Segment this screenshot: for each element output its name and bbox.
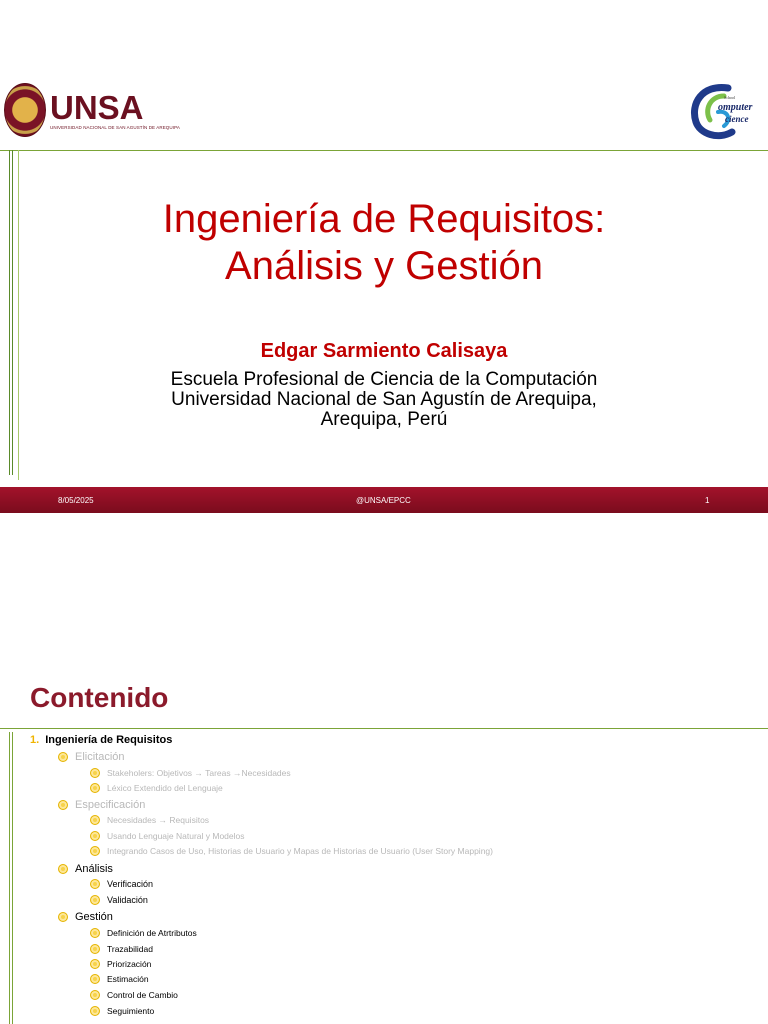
bullet-icon xyxy=(90,879,100,889)
bullet-icon xyxy=(90,974,100,984)
bullet-icon xyxy=(58,752,68,762)
affiliation xyxy=(0,370,768,430)
toc-subitem xyxy=(90,831,245,841)
toc-item xyxy=(58,911,113,923)
toc-subitem-label: Definición de Atrtributos xyxy=(107,928,197,938)
toc-subitem xyxy=(90,879,153,889)
toc-section-1 xyxy=(30,734,172,746)
toc-subitem-label: Integrando Casos de Uso, Historias de Usuario y Mapas de Historias de Usuario (User Story Mapping) xyxy=(107,846,493,856)
toc-subitem xyxy=(90,990,178,1000)
toc-item xyxy=(58,751,125,763)
toc-item xyxy=(58,799,145,811)
toc-item-label: Análisis xyxy=(75,863,113,875)
toc-subitem xyxy=(90,974,149,984)
unsa-seal-icon xyxy=(4,83,46,137)
toc-item-label: Gestión xyxy=(75,911,113,923)
toc-subitem-label: Verificación xyxy=(107,879,154,889)
toc-subitem xyxy=(90,959,151,969)
title-line-2: Análisis y Gestión xyxy=(225,244,543,288)
affiliation-line-3: Arequipa, Perú xyxy=(320,409,448,430)
bullet-icon xyxy=(90,783,100,793)
unsa-logo-subtitle: UNIVERSIDAD NACIONAL DE SAN AGUSTÍN DE AREQUIPA xyxy=(50,124,180,130)
cs-logo-line1: School xyxy=(724,95,736,100)
affiliation-line-1: Escuela Profesional de Ciencia de la Computación xyxy=(170,369,598,390)
toc-subitem-label: Usando Lenguaje Natural y Modelos xyxy=(107,831,245,841)
toc-item xyxy=(58,863,113,875)
affiliation-line-2: Universidad Nacional de San Agustín de Arequipa, xyxy=(171,389,597,410)
toc-subitem-label: Seguimiento xyxy=(107,1006,155,1016)
bullet-icon xyxy=(90,768,100,778)
toc-item-label: Especificación xyxy=(75,799,146,811)
bullet-icon xyxy=(90,815,100,825)
computer-science-logo xyxy=(688,82,754,140)
bullet-icon xyxy=(90,928,100,938)
toc-subitem-label: Léxico Extendido del Lenguaje xyxy=(107,783,223,793)
bullet-icon xyxy=(90,831,100,841)
contents-slide xyxy=(0,642,768,1024)
toc-subitem xyxy=(90,846,493,856)
contents-title: Contenido xyxy=(30,682,169,713)
footer-page-number: 1 xyxy=(705,496,710,505)
cs-logo-line2: omputer xyxy=(718,102,753,113)
bullet-icon xyxy=(58,800,68,810)
toc-subitem-label: Validación xyxy=(107,895,148,905)
bullet-icon xyxy=(90,959,100,969)
toc-subitem xyxy=(90,768,291,778)
toc-subitem-label: Priorización xyxy=(107,959,152,969)
toc-subitem-label: Necesidades → Requisitos xyxy=(107,815,210,825)
header-rule xyxy=(0,150,768,151)
toc-item-label: Elicitación xyxy=(75,751,125,763)
bullet-icon xyxy=(90,846,100,856)
title-line-1: Ingeniería de Requisitos: xyxy=(162,197,606,241)
slide-title xyxy=(0,196,768,290)
toc-subitem-label: Estimación xyxy=(107,974,149,984)
slide-footer xyxy=(0,487,768,513)
bullet-icon xyxy=(58,864,68,874)
bullet-icon xyxy=(90,1006,100,1016)
toc-subitem-label: Control de Cambio xyxy=(107,990,178,1000)
footer-center: @UNSA/EPCC xyxy=(356,496,411,505)
unsa-logo xyxy=(4,83,180,137)
toc-subitem xyxy=(90,815,209,825)
bullet-icon xyxy=(90,895,100,905)
author-name: Edgar Sarmiento Calisaya xyxy=(260,340,508,362)
toc-subitem xyxy=(90,895,148,905)
toc-subitem xyxy=(90,944,153,954)
section-title: Ingeniería de Requisitos xyxy=(45,734,173,746)
toc-subitem xyxy=(90,1006,154,1016)
section-number: 1. xyxy=(30,734,40,746)
bullet-icon xyxy=(58,912,68,922)
toc-subitem xyxy=(90,928,197,938)
table-of-contents xyxy=(0,642,768,1024)
footer-date: 8/05/2025 xyxy=(58,496,94,505)
unsa-logo-name: UNSA xyxy=(50,88,144,126)
toc-subitem-label: Stakeholers: Objetivos → Tareas →Necesidades xyxy=(107,768,291,778)
bullet-icon xyxy=(90,944,100,954)
bullet-icon xyxy=(90,990,100,1000)
toc-subitem-label: Trazabilidad xyxy=(107,944,153,954)
toc-subitem xyxy=(90,783,223,793)
cs-logo-line3: cience xyxy=(725,114,749,124)
